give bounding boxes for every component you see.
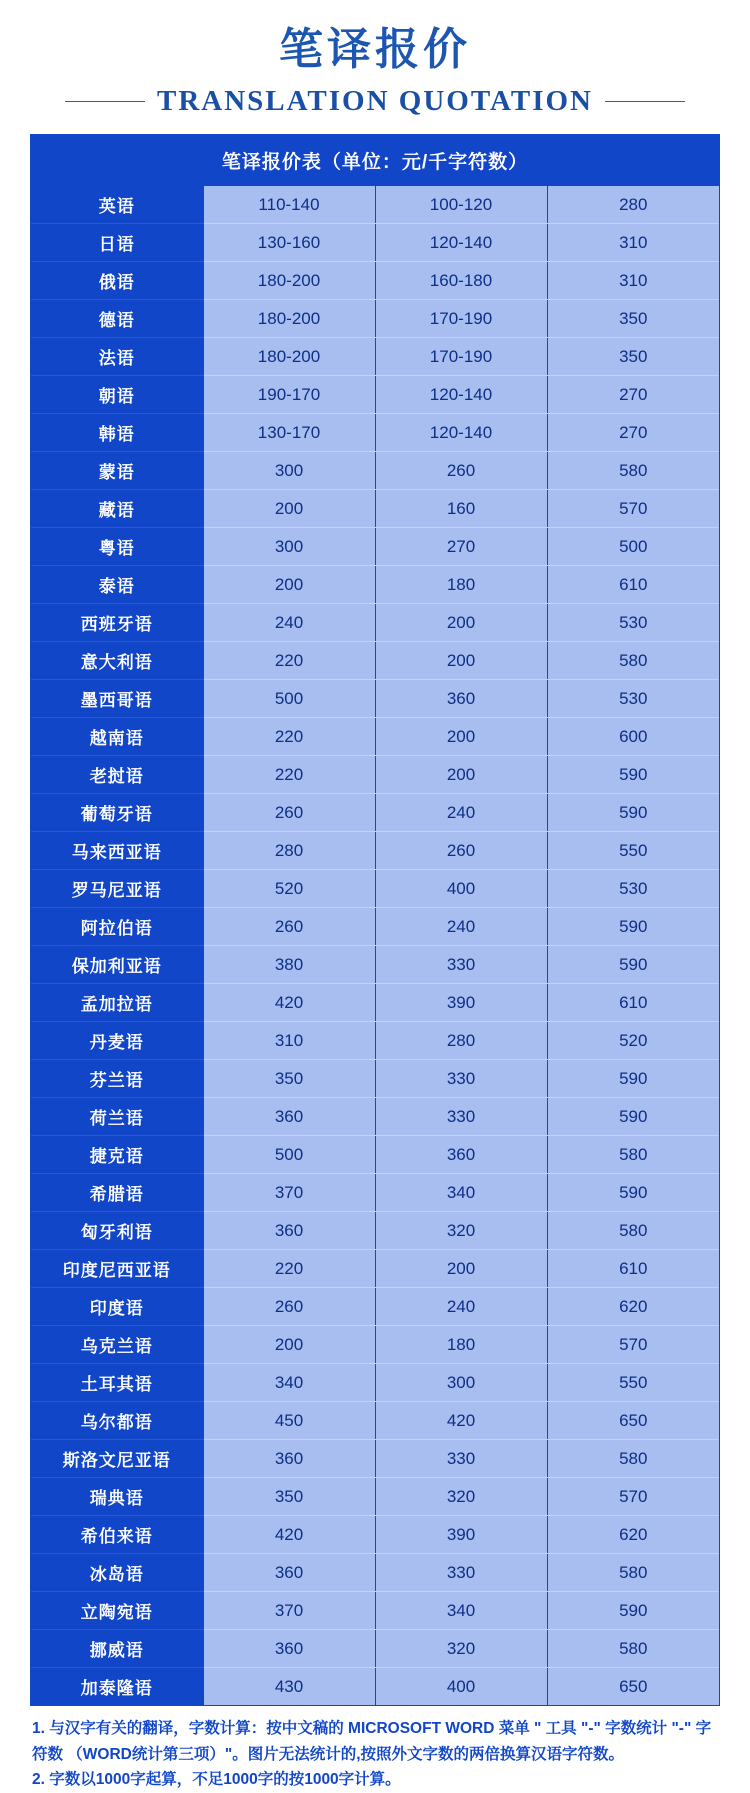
table-row	[31, 1022, 719, 1060]
language-cell: 韩语	[31, 414, 203, 452]
language-cell: 瑞典语	[31, 1478, 203, 1516]
price-cell-2: 400	[375, 1668, 547, 1706]
price-cell-1: 350	[203, 1060, 375, 1098]
price-cell-3: 590	[547, 1174, 719, 1212]
table-head	[31, 135, 719, 186]
language-cell: 荷兰语	[31, 1098, 203, 1136]
table-row	[31, 1326, 719, 1364]
table-row	[31, 718, 719, 756]
price-cell-3: 520	[547, 1022, 719, 1060]
price-cell-1: 130-170	[203, 414, 375, 452]
table-body	[31, 186, 719, 1705]
language-cell: 孟加拉语	[31, 984, 203, 1022]
language-cell: 俄语	[31, 262, 203, 300]
language-cell: 日语	[31, 224, 203, 262]
price-cell-3: 650	[547, 1402, 719, 1440]
language-cell: 丹麦语	[31, 1022, 203, 1060]
table-row	[31, 756, 719, 794]
price-cell-2: 180	[375, 1326, 547, 1364]
price-cell-1: 380	[203, 946, 375, 984]
price-cell-2: 200	[375, 718, 547, 756]
price-cell-3: 580	[547, 1440, 719, 1478]
price-cell-1: 350	[203, 1478, 375, 1516]
price-cell-2: 180	[375, 566, 547, 604]
price-cell-2: 200	[375, 1250, 547, 1288]
price-cell-3: 590	[547, 1060, 719, 1098]
price-cell-1: 310	[203, 1022, 375, 1060]
price-cell-3: 350	[547, 338, 719, 376]
price-cell-2: 260	[375, 452, 547, 490]
language-cell: 藏语	[31, 490, 203, 528]
footnotes	[32, 1716, 718, 1793]
language-cell: 蒙语	[31, 452, 203, 490]
price-cell-2: 120-140	[375, 224, 547, 262]
price-cell-1: 220	[203, 718, 375, 756]
table-row	[31, 604, 719, 642]
table-row	[31, 300, 719, 338]
language-cell: 阿拉伯语	[31, 908, 203, 946]
language-cell: 加泰隆语	[31, 1668, 203, 1706]
price-cell-3: 350	[547, 300, 719, 338]
price-cell-3: 590	[547, 794, 719, 832]
price-cell-3: 590	[547, 1098, 719, 1136]
price-cell-3: 310	[547, 224, 719, 262]
table-row	[31, 984, 719, 1022]
price-cell-1: 130-160	[203, 224, 375, 262]
table-row	[31, 1364, 719, 1402]
price-cell-1: 420	[203, 984, 375, 1022]
price-cell-2: 260	[375, 832, 547, 870]
table-row	[31, 528, 719, 566]
price-cell-3: 530	[547, 604, 719, 642]
table-row	[31, 908, 719, 946]
price-cell-2: 360	[375, 680, 547, 718]
price-cell-1: 180-200	[203, 300, 375, 338]
price-cell-2: 320	[375, 1478, 547, 1516]
price-cell-2: 390	[375, 1516, 547, 1554]
price-cell-2: 330	[375, 946, 547, 984]
price-cell-3: 550	[547, 832, 719, 870]
table-row	[31, 1212, 719, 1250]
table-row	[31, 186, 719, 224]
price-cell-3: 530	[547, 870, 719, 908]
language-cell: 冰岛语	[31, 1554, 203, 1592]
price-cell-2: 280	[375, 1022, 547, 1060]
price-cell-2: 270	[375, 528, 547, 566]
price-cell-2: 320	[375, 1630, 547, 1668]
table-row	[31, 338, 719, 376]
price-cell-2: 300	[375, 1364, 547, 1402]
table-row	[31, 1288, 719, 1326]
price-cell-3: 610	[547, 1250, 719, 1288]
price-cell-2: 390	[375, 984, 547, 1022]
table-row	[31, 262, 719, 300]
price-cell-2: 170-190	[375, 300, 547, 338]
language-cell: 芬兰语	[31, 1060, 203, 1098]
language-cell: 德语	[31, 300, 203, 338]
table-row	[31, 794, 719, 832]
table-row	[31, 376, 719, 414]
table-row	[31, 490, 719, 528]
table-row	[31, 946, 719, 984]
language-cell: 老挝语	[31, 756, 203, 794]
price-cell-1: 520	[203, 870, 375, 908]
price-cell-3: 500	[547, 528, 719, 566]
price-cell-2: 400	[375, 870, 547, 908]
quotation-table-card	[30, 134, 720, 1706]
table-row	[31, 1250, 719, 1288]
footnote-1: 1. 与汉字有关的翻译，字数计算：按中文稿的 MICROSOFT WORD 菜单 " 工具 "-" 字数统计 "-" 字符数 （WORD统计第三项）"。图片无法统计的,按照外文字数的两倍换算汉语字符数。	[32, 1720, 712, 1763]
table-row	[31, 680, 719, 718]
price-cell-3: 580	[547, 1554, 719, 1592]
price-cell-3: 570	[547, 1478, 719, 1516]
table-row	[31, 642, 719, 680]
price-cell-1: 240	[203, 604, 375, 642]
price-cell-3: 590	[547, 1592, 719, 1630]
price-cell-2: 100-120	[375, 186, 547, 224]
table-row	[31, 1592, 719, 1630]
table-row	[31, 1174, 719, 1212]
price-cell-1: 110-140	[203, 186, 375, 224]
price-cell-2: 330	[375, 1554, 547, 1592]
price-cell-3: 590	[547, 908, 719, 946]
price-cell-3: 580	[547, 1136, 719, 1174]
language-cell: 希腊语	[31, 1174, 203, 1212]
price-cell-1: 500	[203, 680, 375, 718]
price-cell-1: 180-200	[203, 338, 375, 376]
price-cell-3: 280	[547, 186, 719, 224]
price-cell-1: 260	[203, 908, 375, 946]
table-row	[31, 1402, 719, 1440]
price-cell-1: 370	[203, 1592, 375, 1630]
price-cell-3: 590	[547, 946, 719, 984]
table-row	[31, 1440, 719, 1478]
language-cell: 挪威语	[31, 1630, 203, 1668]
table-caption-row	[31, 135, 719, 186]
language-cell: 乌克兰语	[31, 1326, 203, 1364]
price-cell-1: 420	[203, 1516, 375, 1554]
language-cell: 英语	[31, 186, 203, 224]
price-cell-1: 220	[203, 756, 375, 794]
table-row	[31, 1136, 719, 1174]
price-cell-3: 570	[547, 490, 719, 528]
language-cell: 朝语	[31, 376, 203, 414]
price-cell-1: 360	[203, 1440, 375, 1478]
price-cell-1: 300	[203, 528, 375, 566]
language-cell: 乌尔都语	[31, 1402, 203, 1440]
price-cell-3: 530	[547, 680, 719, 718]
language-cell: 土耳其语	[31, 1364, 203, 1402]
language-cell: 保加利亚语	[31, 946, 203, 984]
price-cell-1: 280	[203, 832, 375, 870]
price-cell-3: 590	[547, 756, 719, 794]
price-cell-1: 430	[203, 1668, 375, 1706]
price-cell-2: 120-140	[375, 376, 547, 414]
language-cell: 葡萄牙语	[31, 794, 203, 832]
divider-left	[65, 101, 145, 102]
language-cell: 粤语	[31, 528, 203, 566]
price-cell-1: 450	[203, 1402, 375, 1440]
price-cell-2: 320	[375, 1212, 547, 1250]
price-cell-3: 580	[547, 1212, 719, 1250]
price-cell-2: 200	[375, 604, 547, 642]
price-cell-2: 120-140	[375, 414, 547, 452]
price-cell-3: 580	[547, 1630, 719, 1668]
divider-right	[605, 101, 685, 102]
price-cell-2: 330	[375, 1098, 547, 1136]
price-cell-3: 550	[547, 1364, 719, 1402]
table-row	[31, 1478, 719, 1516]
language-cell: 墨西哥语	[31, 680, 203, 718]
language-cell: 罗马尼亚语	[31, 870, 203, 908]
table-row	[31, 1630, 719, 1668]
language-cell: 匈牙利语	[31, 1212, 203, 1250]
table-row	[31, 224, 719, 262]
price-cell-3: 270	[547, 376, 719, 414]
price-cell-2: 340	[375, 1174, 547, 1212]
table-row	[31, 1668, 719, 1706]
footnote-2: 2. 字数以1000字起算，不足1000字的按1000字计算。	[32, 1771, 401, 1789]
price-cell-2: 340	[375, 1592, 547, 1630]
price-cell-3: 310	[547, 262, 719, 300]
price-cell-3: 580	[547, 642, 719, 680]
price-cell-1: 220	[203, 642, 375, 680]
price-cell-1: 190-170	[203, 376, 375, 414]
price-cell-2: 330	[375, 1440, 547, 1478]
table-row	[31, 1060, 719, 1098]
price-cell-2: 200	[375, 756, 547, 794]
language-cell: 法语	[31, 338, 203, 376]
language-cell: 泰语	[31, 566, 203, 604]
price-cell-2: 160-180	[375, 262, 547, 300]
price-cell-1: 180-200	[203, 262, 375, 300]
price-cell-3: 650	[547, 1668, 719, 1706]
table-row	[31, 414, 719, 452]
page-header	[0, 0, 750, 118]
price-cell-2: 160	[375, 490, 547, 528]
language-cell: 意大利语	[31, 642, 203, 680]
price-cell-1: 370	[203, 1174, 375, 1212]
language-cell: 希伯来语	[31, 1516, 203, 1554]
table-row	[31, 832, 719, 870]
table-row	[31, 1554, 719, 1592]
language-cell: 立陶宛语	[31, 1592, 203, 1630]
price-cell-1: 260	[203, 1288, 375, 1326]
price-cell-3: 270	[547, 414, 719, 452]
price-cell-1: 220	[203, 1250, 375, 1288]
price-cell-1: 200	[203, 1326, 375, 1364]
table-row	[31, 870, 719, 908]
price-cell-3: 620	[547, 1288, 719, 1326]
table-row	[31, 1098, 719, 1136]
language-cell: 印度尼西亚语	[31, 1250, 203, 1288]
price-cell-3: 600	[547, 718, 719, 756]
price-cell-1: 360	[203, 1098, 375, 1136]
price-cell-1: 340	[203, 1364, 375, 1402]
page-subtitle: TRANSLATION QUOTATION	[157, 85, 593, 117]
price-cell-2: 200	[375, 642, 547, 680]
price-cell-1: 500	[203, 1136, 375, 1174]
quotation-table	[31, 135, 719, 1705]
price-cell-1: 300	[203, 452, 375, 490]
price-cell-1: 200	[203, 566, 375, 604]
subtitle-row	[0, 85, 750, 118]
price-cell-3: 620	[547, 1516, 719, 1554]
price-cell-2: 360	[375, 1136, 547, 1174]
table-caption: 笔译报价表（单位：元/千字符数）	[31, 135, 719, 186]
language-cell: 越南语	[31, 718, 203, 756]
price-cell-1: 200	[203, 490, 375, 528]
price-cell-2: 170-190	[375, 338, 547, 376]
language-cell: 马来西亚语	[31, 832, 203, 870]
price-cell-1: 360	[203, 1212, 375, 1250]
page-title: 笔译报价	[279, 25, 471, 74]
table-row	[31, 1516, 719, 1554]
price-cell-1: 360	[203, 1554, 375, 1592]
price-cell-3: 580	[547, 452, 719, 490]
table-row	[31, 566, 719, 604]
price-cell-3: 610	[547, 984, 719, 1022]
table-row	[31, 452, 719, 490]
price-cell-3: 570	[547, 1326, 719, 1364]
price-cell-2: 330	[375, 1060, 547, 1098]
price-cell-3: 610	[547, 566, 719, 604]
price-cell-2: 240	[375, 908, 547, 946]
language-cell: 捷克语	[31, 1136, 203, 1174]
price-cell-2: 420	[375, 1402, 547, 1440]
price-cell-2: 240	[375, 794, 547, 832]
price-cell-1: 360	[203, 1630, 375, 1668]
price-cell-1: 260	[203, 794, 375, 832]
price-cell-2: 240	[375, 1288, 547, 1326]
language-cell: 斯洛文尼亚语	[31, 1440, 203, 1478]
language-cell: 西班牙语	[31, 604, 203, 642]
language-cell: 印度语	[31, 1288, 203, 1326]
